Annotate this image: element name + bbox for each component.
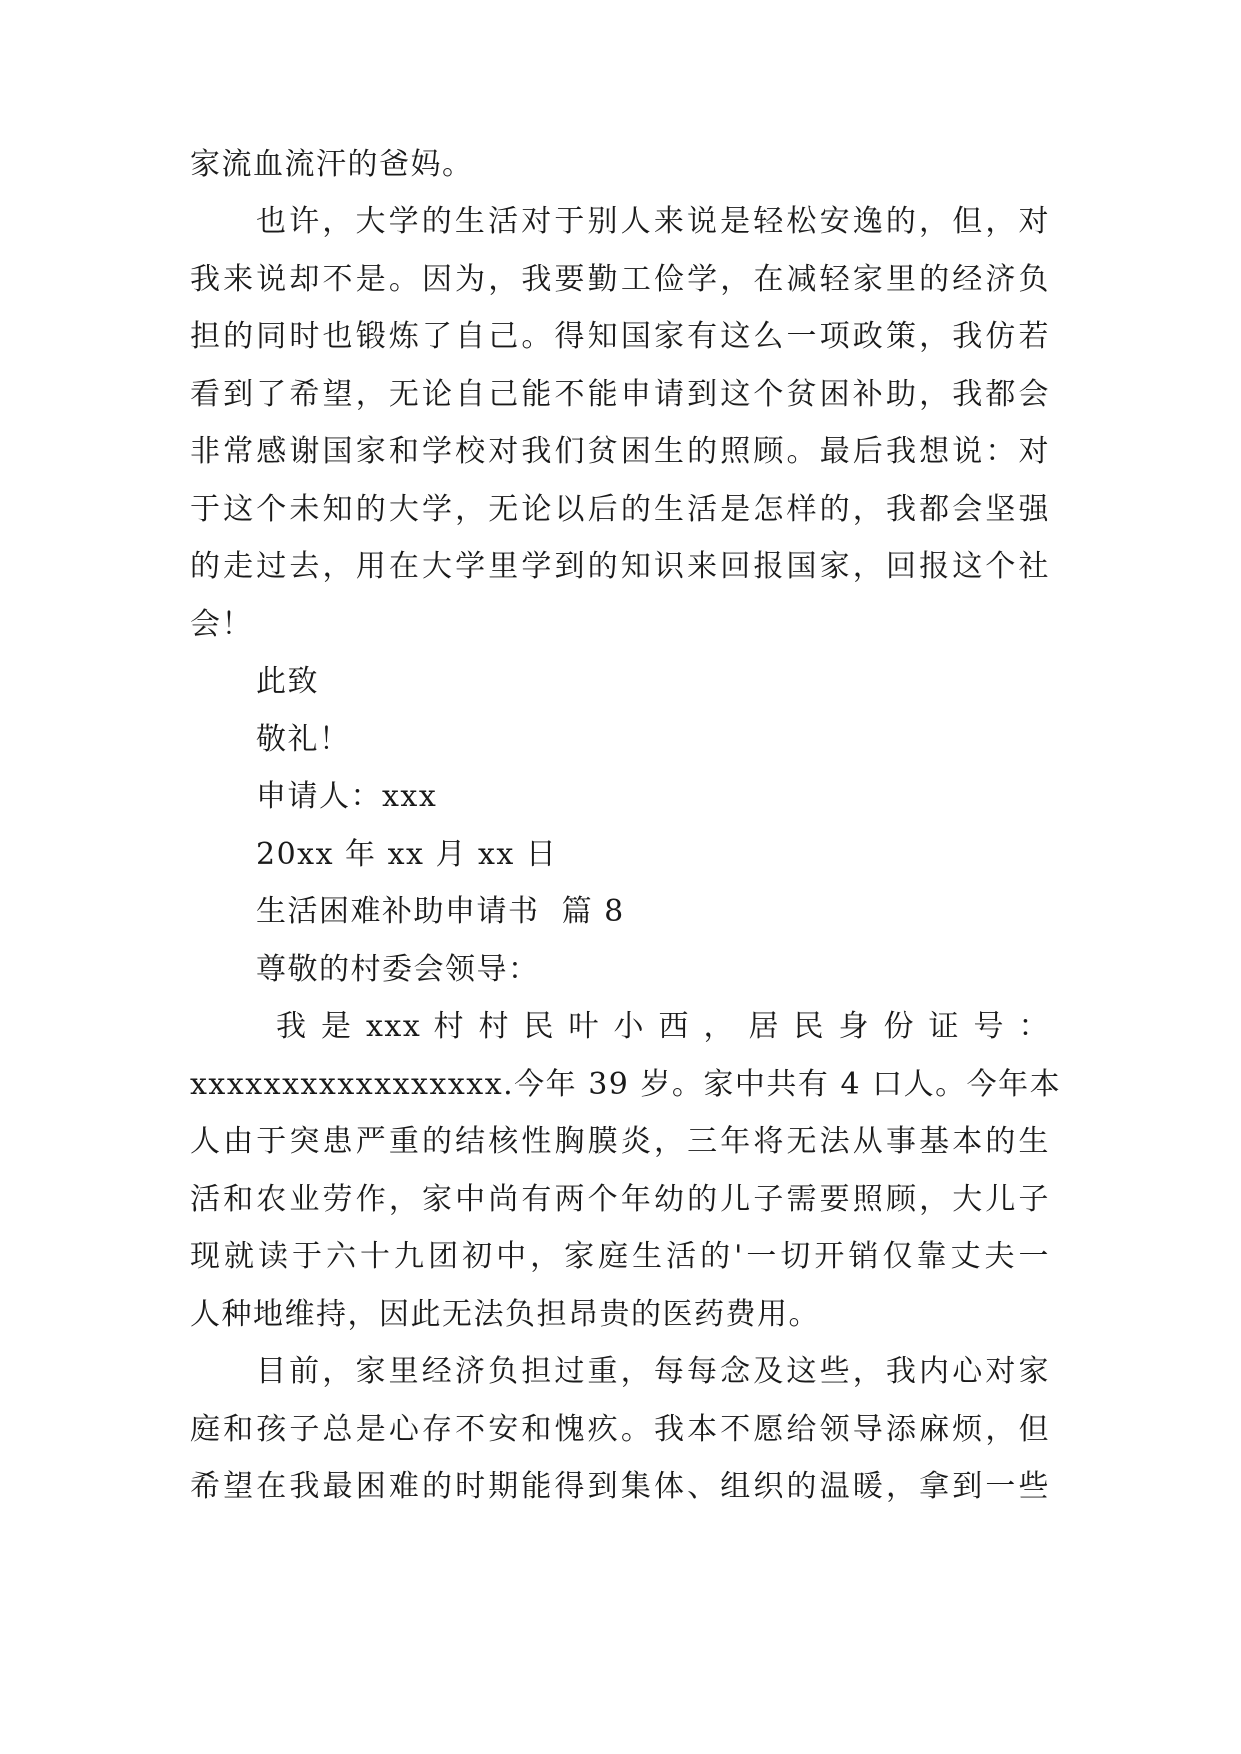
paragraph-line: xxxxxxxxxxxxxxxxx.今年 39 岁。家中共有 4 口人。今年本 [190,1067,1062,1102]
paragraph-line: 非常感谢国家和学校对我们贫困生的照顾。最后我想说：对 [190,434,1050,469]
paragraph-line: 看到了希望，无论自己能不能申请到这个贫困补助，我都会 [190,377,1050,412]
paragraph-line: 我来说却不是。因为，我要勤工俭学，在减轻家里的经济负 [190,262,1050,297]
paragraph-line: 担的同时也锻炼了自己。得知国家有这么一项政策，我仿若 [190,319,1050,354]
paragraph-line: 现就读于六十九团初中，家庭生活的'一切开销仅靠丈夫一 [190,1239,1050,1274]
paragraph-line: 会！ [190,607,253,642]
paragraph-line: 于这个未知的大学，无论以后的生活是怎样的，我都会坚强 [190,492,1050,527]
paragraph-line: 也许，大学的生活对于别人来说是轻松安逸的，但，对 [256,204,1050,239]
paragraph-line: 我 是 xxx 村 村 民 叶 小 西 ， 居 民 身 份 证 号 ： [276,1009,1050,1044]
section-heading: 生活困难补助申请书 篇 8 [256,894,625,929]
applicant-signature: 申请人：xxx [256,779,438,814]
closing-regards: 敬礼！ [256,722,351,757]
application-date: 20xx 年 xx 月 xx 日 [256,837,558,872]
paragraph-line: 希望在我最困难的时期能得到集体、组织的温暖，拿到一些 [190,1469,1050,1504]
closing-salutation: 此致 [256,664,319,699]
paragraph-line: 庭和孩子总是心存不安和愧疚。我本不愿给领导添麻烦，但 [190,1412,1050,1447]
paragraph-line: 活和农业劳作，家中尚有两个年幼的儿子需要照顾，大儿子 [190,1182,1050,1217]
paragraph-line: 人由于突患严重的结核性胸膜炎，三年将无法从事基本的生 [190,1124,1050,1159]
letter-greeting: 尊敬的村委会领导： [256,952,540,987]
paragraph-line: 的走过去，用在大学里学到的知识来回报国家，回报这个社 [190,549,1050,584]
paragraph-line: 目前，家里经济负担过重，每每念及这些，我内心对家 [256,1354,1050,1389]
paragraph-line: 人种地维持，因此无法负担昂贵的医药费用。 [190,1297,820,1332]
paragraph-line: 家流血流汗的爸妈。 [190,147,474,182]
